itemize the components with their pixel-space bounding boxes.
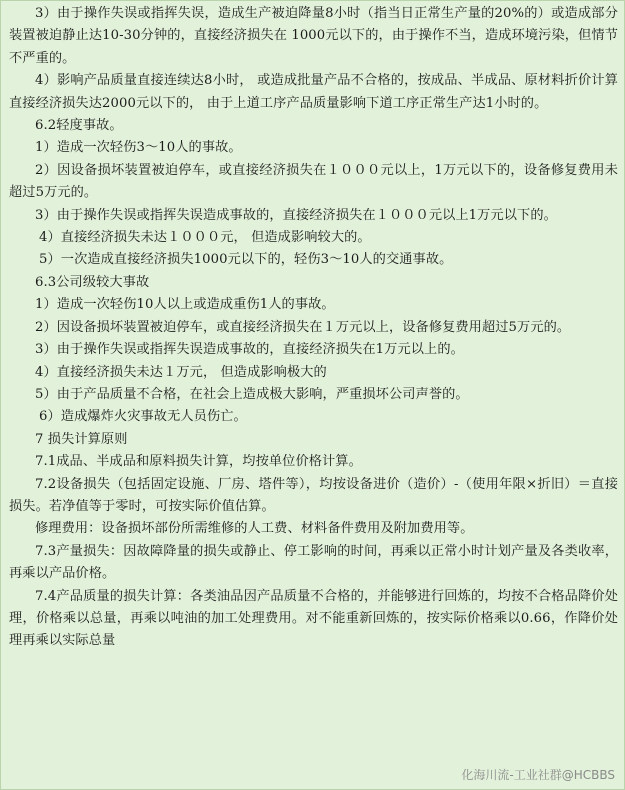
paragraph: 2）因设备损坏装置被迫停车，或直接经济损失在１万元以上，设备修复费用超过5万元的。 (35, 319, 571, 335)
watermark: 化海川流-工业社群@HCBBS (461, 768, 615, 782)
paragraph: 5）一次造成直接经济损失1000元以下的，轻伤3～10人的交通事故。 (39, 252, 453, 268)
paragraph: 4）直接经济损失未达１万元， 但造成影响极大的 (35, 364, 327, 380)
paragraph: 3）由于操作失误或指挥失误造成事故的，直接经济损失在1万元以上的。 (35, 342, 464, 358)
section-heading: 6.2轻度事故。 (35, 118, 123, 134)
paragraph: 5）由于产品质量不合格，在社会上造成极大影响，严重损坏公司声誉的。 (35, 386, 469, 402)
paragraph: 7.2设备损失（包括固定设施、厂房、塔件等），均按设备进价（造价）-（使用年限×折旧）＝直接损失。若净值等于零时，可按实际价值估算。 (9, 476, 618, 514)
paragraph: 7.1成品、半成品和原料损失计算，均按单位价格计算。 (35, 454, 362, 470)
paragraph: 4）直接经济损失未达１０００元， 但造成影响较大的。 (39, 230, 371, 246)
paragraph: 2）因设备损坏装置被迫停车，或直接经济损失在１０００元以上，1万元以下的，设备修复费用未超过5万元的。 (9, 162, 618, 201)
paragraph: 3）由于操作失误或指挥失误，造成生产被迫降量8小时（指当日正常生产量的20%的）或造成部分装置被迫静止达10-30分钟的，直接经济损失在 1000元以下的，由于操作不当，造成环境污染，但情节不严重的。 (9, 6, 618, 66)
paragraph: 7.3产量损失：因故障降量的损失或静止、停工影响的时间，再乘以正常小时计划产量及各类收率，再乘以产品价格。 (9, 543, 618, 582)
paragraph: 修理费用：设备损坏部份所需维修的人工费、材料备件费用及附加费用等。 (35, 521, 474, 537)
paragraph: 7.4产品质量的损失计算：各类油品因产品质量不合格的，并能够进行回炼的，均按不合格品降价处理，价格乘以总量，再乘以吨油的加工处理费用。对不能重新回炼的，按实际价格乘以0.66，作降价处理再乘以实际总量 (9, 588, 618, 649)
paragraph: 1）造成一次轻伤10人以上或造成重伤1人的事故。 (35, 297, 335, 313)
paragraph: 3）由于操作失误或指挥失误造成事故的，直接经济损失在１０００元以上1万元以下的。 (35, 207, 557, 223)
section-heading: 7 损失计算原则 (35, 431, 128, 447)
paragraph: 6）造成爆炸火灾事故无人员伤亡。 (39, 409, 247, 425)
paragraph: 1）造成一次轻伤3～10人的事故。 (35, 140, 242, 156)
section-heading: 6.3公司级较大事故 (35, 274, 150, 290)
paragraph: 4）影响产品质量直接连续达8小时， 或造成批量产品不合格的，按成品、半成品、原材料折价计算直接经济损失达2000元以下的， 由于上道工序产品质量影响下道工序正常生产达1小时的。 (9, 73, 618, 111)
